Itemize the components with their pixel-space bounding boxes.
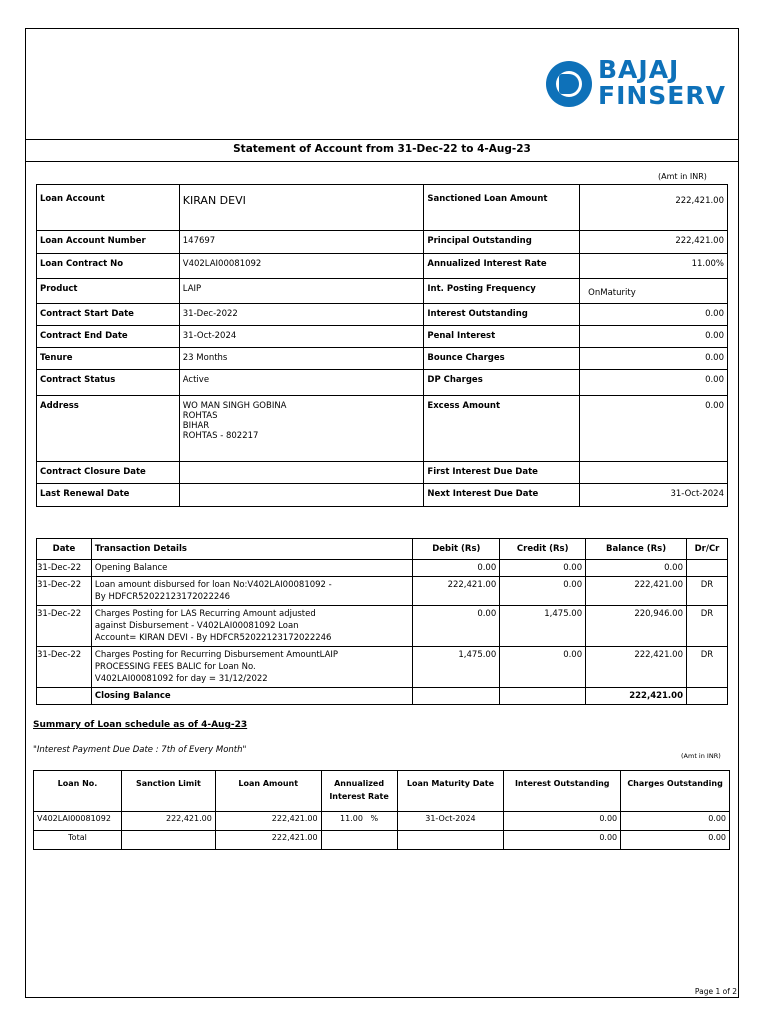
txn-date: 31-Dec-22 [37, 647, 92, 688]
txn-debit: 222,421.00 [413, 577, 500, 606]
account-label: Int. Posting Frequency [424, 279, 580, 304]
schedule-amount: 222,421.00 [215, 831, 321, 850]
account-label: Loan Contract No [37, 254, 180, 279]
account-row [37, 254, 728, 279]
account-label: Tenure [37, 348, 180, 370]
schedule-header: Loan Maturity Date [397, 771, 504, 812]
account-value: 0.00 [580, 326, 728, 348]
txn-credit: 1,475.00 [500, 606, 586, 647]
logo-line2: FINSERV [598, 81, 726, 110]
account-value: Active [179, 370, 424, 396]
account-value: 23 Months [179, 348, 424, 370]
schedule-sanction [121, 831, 215, 850]
account-value [580, 462, 728, 484]
account-value: LAIP [179, 279, 424, 304]
txn-debit: 0.00 [413, 560, 500, 577]
schedule-header: Loan Amount [215, 771, 321, 812]
schedule-maturity: 31-Oct-2024 [397, 812, 504, 831]
header-divider [25, 139, 739, 140]
account-label: Annualized Interest Rate [424, 254, 580, 279]
account-label: Product [37, 279, 180, 304]
account-row [37, 484, 728, 507]
schedule-row [34, 812, 730, 831]
account-value [179, 484, 424, 507]
schedule-header: Sanction Limit [121, 771, 215, 812]
schedule-chg-out: 0.00 [621, 831, 730, 850]
account-label: Loan Account Number [37, 231, 180, 254]
account-value: OnMaturity [580, 279, 728, 304]
account-row [37, 348, 728, 370]
account-value: 147697 [179, 231, 424, 254]
account-label: Contract End Date [37, 326, 180, 348]
txn-header: Dr/Cr [687, 539, 728, 560]
account-value: 31-Dec-2022 [179, 304, 424, 326]
amount-unit-note: (Amt in INR) [658, 172, 707, 181]
txn-date: 31-Dec-22 [37, 606, 92, 647]
account-label: Contract Start Date [37, 304, 180, 326]
txn-drcr [687, 560, 728, 577]
txn-debit [413, 688, 500, 705]
schedule-int-out: 0.00 [504, 812, 621, 831]
summary-amount-unit-note: (Amt in INR) [681, 752, 721, 760]
closing-balance-label: Closing Balance [91, 688, 412, 705]
account-row [37, 279, 728, 304]
txn-balance: 222,421.00 [586, 647, 687, 688]
txn-debit: 0.00 [413, 606, 500, 647]
account-label: Last Renewal Date [37, 484, 180, 507]
txn-balance: 220,946.00 [586, 606, 687, 647]
account-value: WO MAN SINGH GOBINA ROHTAS BIHAR ROHTAS - 802217 [179, 396, 424, 462]
txn-drcr [687, 688, 728, 705]
schedule-maturity [397, 831, 504, 850]
txn-date: 31-Dec-22 [37, 560, 92, 577]
account-label: Sanctioned Loan Amount [424, 185, 580, 231]
txn-credit: 0.00 [500, 577, 586, 606]
account-label: Interest Outstanding [424, 304, 580, 326]
schedule-loan-no: V402LAI00081092 [34, 812, 122, 831]
account-label: Contract Closure Date [37, 462, 180, 484]
account-row [37, 462, 728, 484]
account-value: 0.00 [580, 370, 728, 396]
account-value: V402LAI00081092 [179, 254, 424, 279]
schedule-header: Charges Outstanding [621, 771, 730, 812]
schedule-rate: 11.00 % [321, 812, 397, 831]
schedule-sanction: 222,421.00 [121, 812, 215, 831]
account-value: 222,421.00 [580, 231, 728, 254]
schedule-header: Annualized Interest Rate [321, 771, 397, 812]
txn-details: Opening Balance [91, 560, 412, 577]
page-frame [25, 28, 739, 998]
account-label: Address [37, 396, 180, 462]
closing-balance-row [37, 688, 728, 705]
schedule-amount: 222,421.00 [215, 812, 321, 831]
txn-drcr: DR [687, 577, 728, 606]
txn-credit: 0.00 [500, 560, 586, 577]
schedule-chg-out: 0.00 [621, 812, 730, 831]
account-label: Loan Account [37, 185, 180, 231]
loan-schedule-table [33, 770, 730, 850]
schedule-header: Loan No. [34, 771, 122, 812]
logo-line1: BAJAJ [598, 55, 680, 84]
account-details-table [36, 184, 728, 507]
account-label: DP Charges [424, 370, 580, 396]
txn-row [37, 647, 728, 688]
txn-date: 31-Dec-22 [37, 577, 92, 606]
txn-credit [500, 688, 586, 705]
txn-header: Balance (Rs) [586, 539, 687, 560]
account-row [37, 326, 728, 348]
bajaj-finserv-logo [546, 55, 726, 110]
account-row [37, 185, 728, 231]
account-label: Excess Amount [424, 396, 580, 462]
account-value: 31-Oct-2024 [580, 484, 728, 507]
summary-title: Summary of Loan schedule as of 4-Aug-23 [33, 720, 248, 730]
logo-emblem-icon [546, 61, 592, 107]
schedule-int-out: 0.00 [504, 831, 621, 850]
txn-row [37, 577, 728, 606]
txn-header: Credit (Rs) [500, 539, 586, 560]
summary-note: "Interest Payment Due Date : 7th of Every Month" [33, 745, 247, 755]
txn-details: Loan amount disbursed for loan No:V402LAI00081092 - By HDFCR52022123172022246 [91, 577, 412, 606]
page-number: Page 1 of 2 [694, 987, 737, 996]
statement-title: Statement of Account from 31-Dec-22 to 4-Aug-23 [233, 143, 531, 155]
closing-balance-value: 222,421.00 [586, 688, 687, 705]
account-row [37, 231, 728, 254]
schedule-row [34, 831, 730, 850]
schedule-rate [321, 831, 397, 850]
account-row [37, 304, 728, 326]
txn-drcr: DR [687, 647, 728, 688]
txn-row [37, 560, 728, 577]
account-row [37, 370, 728, 396]
account-label: Principal Outstanding [424, 231, 580, 254]
txn-debit: 1,475.00 [413, 647, 500, 688]
account-label: First Interest Due Date [424, 462, 580, 484]
account-value: 11.00% [580, 254, 728, 279]
txn-row [37, 606, 728, 647]
txn-details: Charges Posting for Recurring Disbursement AmountLAIP PROCESSING FEES BALIC for Loan No. V402LAI00081092 for day = 31/12/2022 [91, 647, 412, 688]
account-label: Bounce Charges [424, 348, 580, 370]
account-label: Next Interest Due Date [424, 484, 580, 507]
txn-balance: 222,421.00 [586, 577, 687, 606]
txn-details: Charges Posting for LAS Recurring Amount adjusted against Disbursement - V402LAI00081092 Loan Account= KIRAN DEVI - By HDFCR52022123172022246 [91, 606, 412, 647]
account-value [179, 462, 424, 484]
account-value: KIRAN DEVI [179, 185, 424, 231]
account-row [37, 396, 728, 462]
txn-credit: 0.00 [500, 647, 586, 688]
txn-header: Transaction Details [91, 539, 412, 560]
account-value: 0.00 [580, 348, 728, 370]
txn-header: Debit (Rs) [413, 539, 500, 560]
account-label: Contract Status [37, 370, 180, 396]
txn-balance: 0.00 [586, 560, 687, 577]
account-label: Penal Interest [424, 326, 580, 348]
txn-date [37, 688, 92, 705]
transactions-table [36, 538, 728, 705]
schedule-loan-no: Total [34, 831, 122, 850]
account-value: 31-Oct-2024 [179, 326, 424, 348]
account-value: 0.00 [580, 304, 728, 326]
account-value: 0.00 [580, 396, 728, 462]
title-divider [25, 161, 739, 162]
schedule-header: Interest Outstanding [504, 771, 621, 812]
txn-header: Date [37, 539, 92, 560]
account-value: 222,421.00 [580, 185, 728, 231]
txn-drcr: DR [687, 606, 728, 647]
